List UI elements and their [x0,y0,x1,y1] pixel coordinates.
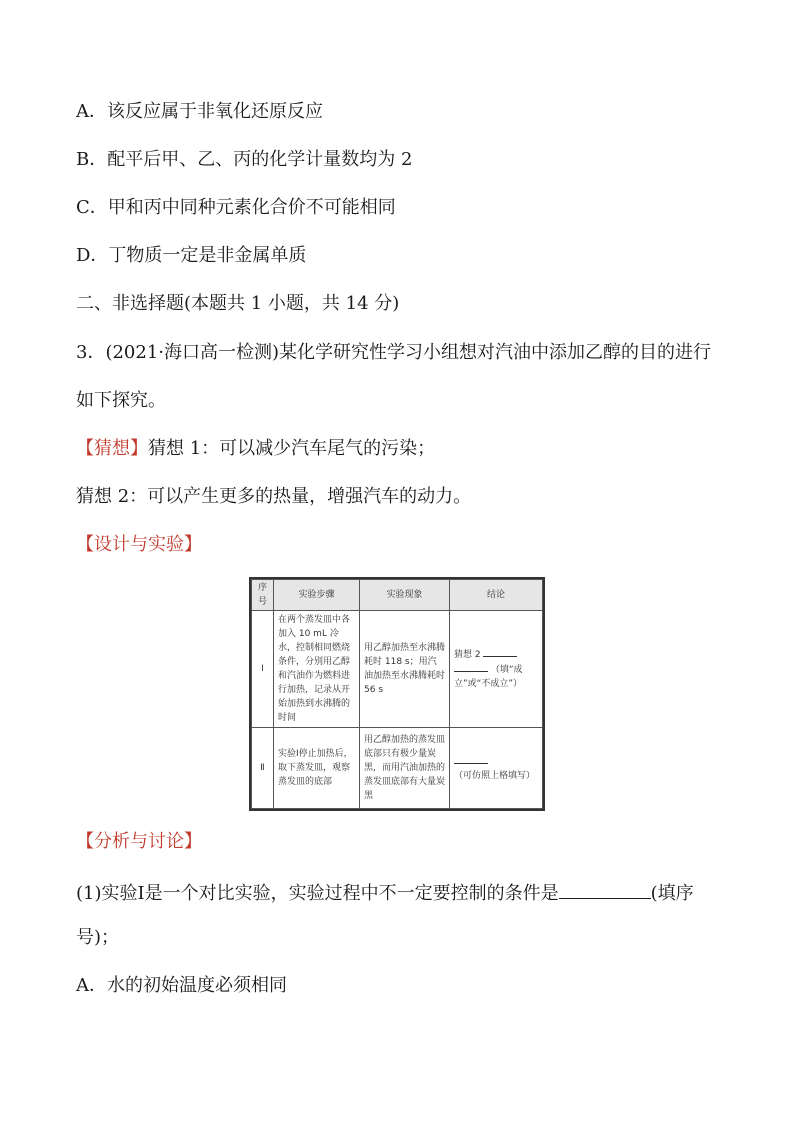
table-header-conclusion: 结论 [450,580,543,611]
table-header-step: 实验步骤 [274,580,360,611]
question3-line2: 如下探究。 [76,390,166,411]
row2-phenomenon: 用乙醇加热的蒸发皿底部只有极少量炭黑，而用汽油加热的蒸发皿底部有大量炭黑 [360,728,450,809]
table-row [252,611,543,728]
table-header-no: 序号 [252,580,274,611]
row2-answer-blank[interactable] [454,754,488,764]
q1-part2: (填序 [650,883,694,904]
q1-part1: (1)实验Ⅰ是一个对比实验，实验过程中不一定要控制的条件是 [76,883,559,904]
q1-line1 [76,880,694,906]
row2-conclusion-hint: （可仿照上格填写） [454,770,536,781]
option-d-top: D．丁物质一定是非金属单质 [76,245,307,266]
experiment-table [249,577,545,811]
table-header-row [252,580,543,611]
question3-line1: 3．(2021·海口高一检测)某化学研究性学习小组想对汽油中添加乙醇的目的进行 [76,342,712,363]
section2-heading: 二、非选择题(本题共 1 小题，共 14 分) [76,293,400,314]
row1-step: 在两个蒸发皿中各加入 10 mL 冷水，控制相同燃烧条件，分别用乙醇和汽油作为燃料进行加热，记录从开始加热到水沸腾的时间 [274,611,360,728]
q1-option-a: A．水的初始温度必须相同 [76,975,287,996]
row2-step: 实验Ⅰ停止加热后，取下蒸发皿，观察蒸发皿的底部 [274,728,360,809]
row2-conclusion [450,728,543,809]
q1-answer-blank[interactable] [559,880,651,899]
option-a-top: A．该反应属于非氧化还原反应 [76,101,323,122]
option-c-top: C．甲和丙中同种元素化合价不可能相同 [76,197,396,218]
row1-phenomenon: 用乙醇加热至水沸腾耗时 118 s；用汽油加热至水沸腾耗时 56 s [360,611,450,728]
row2-no: Ⅱ [252,728,274,809]
q1-line2: 号)； [76,927,120,948]
row1-conclusion-prefix: 猜想 2 [454,650,481,660]
guess-tag: 【猜想】 [76,438,148,459]
row1-answer-blank[interactable] [483,647,517,657]
analysis-heading: 【分析与讨论】 [76,831,202,852]
design-heading: 【设计与实验】 [76,534,202,555]
guess1-text: 猜想 1：可以减少汽车尾气的污染； [148,438,436,459]
guess-line1 [76,437,435,461]
table-row [252,728,543,809]
row1-no: Ⅰ [252,611,274,728]
row1-answer-blank-cont [454,662,488,672]
option-b-top: B．配平后甲、乙、丙的化学计量数均为 2 [76,149,413,170]
table-header-phenomenon: 实验现象 [360,580,450,611]
row1-conclusion-hint: （填“成立”或“不成立”） [454,665,523,689]
guess-line2: 猜想 2：可以产生更多的热量，增强汽车的动力。 [76,486,472,507]
row1-conclusion [450,611,543,728]
